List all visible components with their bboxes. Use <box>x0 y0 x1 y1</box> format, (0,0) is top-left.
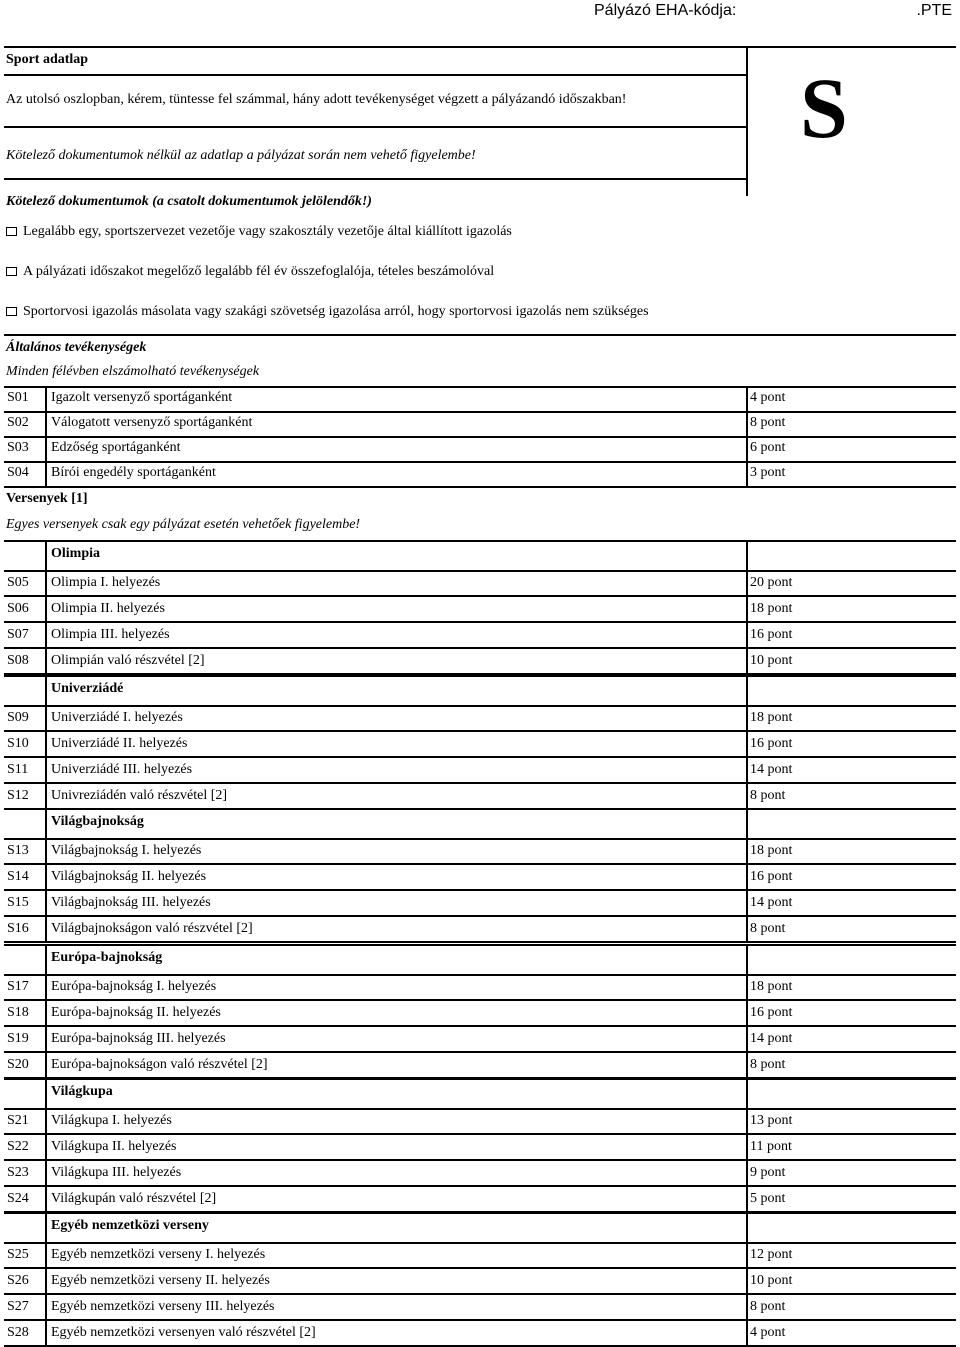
eha-code-value: .PTE <box>916 2 952 19</box>
item-points: 18 pont <box>750 979 793 994</box>
group-title: Egyéb nemzetközi verseny <box>51 1218 209 1233</box>
item-points: 14 pont <box>750 895 793 910</box>
row-line <box>4 486 956 488</box>
item-code: S25 <box>7 1247 29 1262</box>
table-row <box>0 571 948 595</box>
item-points: 10 pont <box>750 653 793 668</box>
table-row <box>0 1161 948 1185</box>
item-name: Edzőség sportáganként <box>51 440 181 455</box>
item-points: 16 pont <box>750 627 793 642</box>
item-points: 10 pont <box>750 1273 793 1288</box>
group-title: Univerziádé <box>51 681 124 696</box>
item-code: S16 <box>7 921 29 936</box>
item-points: 14 pont <box>750 1031 793 1046</box>
column-line <box>746 808 748 942</box>
table-row <box>0 1109 948 1133</box>
required-doc-1[interactable]: Legalább egy, sportszervezet vezetője vagy szakosztály vezetője által kiállított igazolás <box>6 224 512 240</box>
table-row <box>0 706 948 730</box>
group-title: Világbajnokság <box>51 814 144 829</box>
item-name: Olimpia III. helyezés <box>51 627 170 642</box>
frame-top-line <box>4 46 956 48</box>
item-points: 8 pont <box>750 1299 786 1314</box>
item-code: S07 <box>7 627 29 642</box>
table-row <box>0 1053 948 1077</box>
group-title: Olimpia <box>51 546 101 561</box>
item-points: 5 pont <box>750 1191 786 1206</box>
item-name: Olimpián való részvétel [2] <box>51 653 205 668</box>
column-line <box>746 540 748 674</box>
group-title: Európa-bajnokság <box>51 950 163 965</box>
frame-line-2 <box>4 126 746 128</box>
table-row <box>0 891 948 915</box>
item-points: 8 pont <box>750 1057 786 1072</box>
table-row <box>0 784 948 808</box>
item-code: S19 <box>7 1031 29 1046</box>
row-line <box>4 675 956 677</box>
table-row <box>0 1295 948 1319</box>
item-code: S23 <box>7 1165 29 1180</box>
general-heading: Általános tevékenységek <box>6 340 147 355</box>
table-row <box>0 1187 948 1211</box>
eha-code-label: Pályázó EHA-kódja: <box>594 2 737 19</box>
item-points: 3 pont <box>750 465 786 480</box>
item-points: 11 pont <box>750 1139 792 1154</box>
item-points: 18 pont <box>750 601 793 616</box>
column-line <box>746 386 748 486</box>
item-points: 8 pont <box>750 921 786 936</box>
item-code: S10 <box>7 736 29 751</box>
section-line <box>4 334 956 336</box>
table-row <box>0 1321 948 1345</box>
table-row <box>0 917 948 941</box>
item-code: S26 <box>7 1273 29 1288</box>
item-points: 4 pont <box>750 1325 786 1340</box>
item-name: Egyéb nemzetközi versenyen való részvétel [2] <box>51 1325 316 1340</box>
item-name: Olimpia II. helyezés <box>51 601 165 616</box>
item-code: S11 <box>7 762 29 777</box>
item-code: S05 <box>7 575 29 590</box>
item-name: Univerziádé II. helyezés <box>51 736 188 751</box>
row-line <box>4 540 956 542</box>
warning-text: Kötelező dokumentumok nélkül az adatlap a pályázat során nem vehető figyelembe! <box>6 148 476 163</box>
item-points: 18 pont <box>750 843 793 858</box>
table-row <box>0 1027 948 1051</box>
item-name: Világbajnokság III. helyezés <box>51 895 211 910</box>
item-points: 16 pont <box>750 736 793 751</box>
table-row <box>0 1135 948 1159</box>
item-name: Egyéb nemzetközi verseny II. helyezés <box>51 1273 270 1288</box>
item-code: S02 <box>7 415 29 430</box>
item-points: 9 pont <box>750 1165 786 1180</box>
table-row <box>0 386 948 410</box>
required-doc-2[interactable]: A pályázati időszakot megelőző legalább fél év összefoglalója, tételes beszámolóval <box>6 264 494 280</box>
item-name: Világbajnokság II. helyezés <box>51 869 207 884</box>
column-line <box>45 1078 47 1212</box>
item-code: S06 <box>7 601 29 616</box>
checkbox-icon[interactable] <box>6 307 17 316</box>
required-doc-3[interactable]: Sportorvosi igazolás másolata vagy szakági szövetség igazolása arról, hogy sportorvosi igazolás nem szükséges <box>6 304 649 320</box>
item-name: Bírói engedély sportáganként <box>51 465 216 480</box>
competitions-heading: Versenyek [1] <box>6 491 88 506</box>
item-name: Európa-bajnokság II. helyezés <box>51 1005 221 1020</box>
instruction-text: Az utolsó oszlopban, kérem, tüntesse fel számmal, hány adott tevékenységet végzett a pályázandó időszakban! <box>6 92 627 107</box>
general-subheading: Minden félévben elszámolható tevékenységek <box>6 364 260 379</box>
item-name: Igazolt versenyző sportáganként <box>51 390 233 405</box>
item-name: Olimpia I. helyezés <box>51 575 161 590</box>
item-name: Világkupa I. helyezés <box>51 1113 172 1128</box>
column-line <box>746 675 748 809</box>
item-points: 14 pont <box>750 762 793 777</box>
table-row <box>0 1001 948 1025</box>
column-line <box>746 1078 748 1212</box>
item-name: Világkupán való részvétel [2] <box>51 1191 217 1206</box>
column-line <box>746 944 748 1078</box>
table-row <box>0 1269 948 1293</box>
item-code: S21 <box>7 1113 29 1128</box>
page-header <box>0 0 960 28</box>
table-row <box>0 623 948 647</box>
table-row <box>0 975 948 999</box>
item-code: S01 <box>7 390 29 405</box>
table-row <box>0 758 948 782</box>
column-line <box>45 675 47 809</box>
item-code: S12 <box>7 788 29 803</box>
item-points: 6 pont <box>750 440 786 455</box>
item-points: 20 pont <box>750 575 793 590</box>
section-letter: S <box>800 60 848 156</box>
item-code: S04 <box>7 465 29 480</box>
item-code: S13 <box>7 843 29 858</box>
frame-line-3 <box>4 178 746 180</box>
item-code: S15 <box>7 895 29 910</box>
sheet-title: Sport adatlap <box>6 52 89 67</box>
item-name: Európa-bajnokságon való részvétel [2] <box>51 1057 268 1072</box>
column-line <box>45 540 47 674</box>
column-line <box>45 944 47 1078</box>
item-name: Univerziádé I. helyezés <box>51 710 183 725</box>
item-code: S24 <box>7 1191 29 1206</box>
item-points: 8 pont <box>750 788 786 803</box>
column-line <box>45 1212 47 1346</box>
row-line <box>4 1078 956 1080</box>
item-name: Világkupa III. helyezés <box>51 1165 182 1180</box>
frame-line-1 <box>4 74 746 76</box>
table-row <box>0 411 948 435</box>
column-line <box>45 808 47 942</box>
table-row <box>0 1243 948 1267</box>
column-line <box>45 386 47 486</box>
item-code: S08 <box>7 653 29 668</box>
item-points: 12 pont <box>750 1247 793 1262</box>
item-name: Európa-bajnokság I. helyezés <box>51 979 217 994</box>
item-code: S22 <box>7 1139 29 1154</box>
item-code: S28 <box>7 1325 29 1340</box>
item-name: Világkupa II. helyezés <box>51 1139 177 1154</box>
row-line <box>4 941 956 943</box>
item-points: 4 pont <box>750 390 786 405</box>
competitions-note: Egyes versenyek csak egy pályázat esetén vehetőek figyelembe! <box>6 517 361 532</box>
frame-divider <box>746 46 748 196</box>
checkbox-icon[interactable] <box>6 267 17 276</box>
row-line <box>4 808 956 810</box>
table-row <box>0 865 948 889</box>
item-code: S18 <box>7 1005 29 1020</box>
item-name: Világbajnokság I. helyezés <box>51 843 202 858</box>
item-code: S14 <box>7 869 29 884</box>
table-row <box>0 649 948 673</box>
item-name: Válogatott versenyző sportáganként <box>51 415 253 430</box>
required-heading: Kötelező dokumentumok (a csatolt dokumentumok jelölendők!) <box>6 194 372 209</box>
item-points: 13 pont <box>750 1113 793 1128</box>
item-name: Univreziádén való részvétel [2] <box>51 788 228 803</box>
table-row <box>0 732 948 756</box>
checkbox-icon[interactable] <box>6 227 17 236</box>
item-code: S20 <box>7 1057 29 1072</box>
column-line <box>746 1212 748 1346</box>
item-points: 16 pont <box>750 869 793 884</box>
table-row <box>0 436 948 460</box>
table-row <box>0 839 948 863</box>
item-code: S17 <box>7 979 29 994</box>
item-code: S09 <box>7 710 29 725</box>
table-row <box>0 461 948 485</box>
item-name: Egyéb nemzetközi verseny III. helyezés <box>51 1299 275 1314</box>
table-row <box>0 597 948 621</box>
item-name: Egyéb nemzetközi verseny I. helyezés <box>51 1247 266 1262</box>
item-points: 16 pont <box>750 1005 793 1020</box>
item-name: Világbajnokságon való részvétel [2] <box>51 921 253 936</box>
group-title: Világkupa <box>51 1084 113 1099</box>
item-points: 8 pont <box>750 415 786 430</box>
item-code: S27 <box>7 1299 29 1314</box>
item-code: S03 <box>7 440 29 455</box>
item-name: Univerziádé III. helyezés <box>51 762 193 777</box>
item-name: Európa-bajnokság III. helyezés <box>51 1031 226 1046</box>
item-points: 18 pont <box>750 710 793 725</box>
